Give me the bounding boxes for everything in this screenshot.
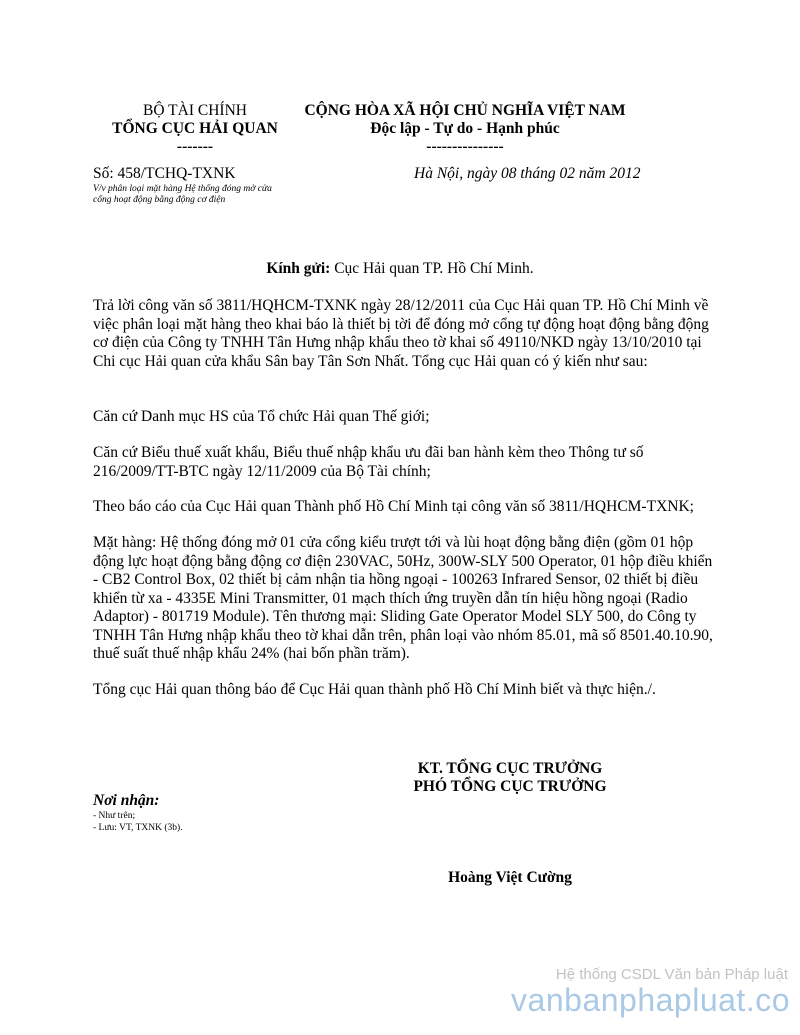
recipients-title: Nơi nhận: (93, 792, 160, 809)
issuing-agency-block (70, 102, 320, 156)
left-separator: ------- (176, 138, 214, 155)
right-separator: --------------- (426, 138, 504, 155)
national-title-block (290, 102, 640, 156)
body-paragraph-6: Tổng cục Hải quan thông báo để Cục Hải quan thành phố Hồ Chí Minh biết và thực hiện./. (93, 681, 656, 698)
department-name: TỔNG CỤC HẢI QUAN (112, 120, 278, 137)
watermark-site: vanbanphapluat.co (511, 982, 790, 1018)
national-motto: Độc lập - Tự do - Hạnh phúc (370, 120, 560, 137)
place-and-date: Hà Nội, ngày 08 tháng 02 năm 2012 (414, 165, 641, 182)
signature-line-2: PHÓ TỔNG CỤC TRƯỞNG (413, 778, 607, 795)
watermark-caption: Hệ thống CSDL Văn bản Pháp luật (555, 966, 788, 983)
signer-name: Hoàng Việt Cường (448, 869, 572, 886)
greeting-recipient: Cục Hải quan TP. Hồ Chí Minh. (330, 260, 534, 277)
greeting-line (0, 260, 800, 278)
ministry-name: BỘ TÀI CHÍNH (143, 102, 247, 119)
recipients-list (93, 811, 183, 834)
recipient-item: - Như trên; (93, 811, 136, 821)
signature-line-1: KT. TỔNG CỤC TRƯỞNG (417, 760, 603, 777)
recipient-item: - Lưu: VT, TXNK (3b). (93, 822, 183, 833)
body-paragraph-5: Mặt hàng: Hệ thống đóng mở 01 cửa cổng kiểu trượt tới và lùi hoạt động bằng điện (gồm 01 hộp động lực hoạt động bằng động cơ điện 230VAC, 50Hz, 300W-SLY 500 Operator, 01 hộp điều khiển - CB2 Control Box, 02 thiết bị cảm nhận tia hồng ngoại - 100263 Infrared Sensor, 02 thiết bị điều khiển từ xa - 4335E Mini Transmitter, 01 mạch thích ứng truyền dẫn tín hiệu hồng ngoại (Radio Adaptor) - 801719 Module). Tên thương mại: Sliding Gate Operator Model SLY 500, do Công ty TNHH Tân Hưng nhập khẩu theo tờ khai dẫn trên, phân loại vào nhóm 85.01, mã số 8501.40.10.90, thuế suất thuế nhập khẩu 24% (hai bốn phần trăm). (93, 534, 713, 662)
signature-title-block (380, 760, 640, 796)
body-paragraph-2: Căn cứ Danh mục HS của Tổ chức Hải quan Thế giới; (93, 408, 430, 425)
body-paragraph-3: Căn cứ Biểu thuế xuất khẩu, Biểu thuế nhập khẩu ưu đãi ban hành kèm theo Thông tư số 216/2009/TT-BTC ngày 12/11/2009 của Bộ Tài chính; (93, 444, 644, 480)
greeting-label: Kính gửi: (266, 260, 331, 277)
body-paragraph-4: Theo báo cáo của Cục Hải quan Thành phố Hồ Chí Minh tại công văn số 3811/HQHCM-TXNK; (93, 498, 694, 515)
body-paragraph-1: Trả lời công văn số 3811/HQHCM-TXNK ngày 28/12/2011 của Cục Hải quan TP. Hồ Chí Minh về việc phân loại mặt hàng theo khai báo là thiết bị tời để đóng mở cổng tự động hoạt động bằng động cơ điện của Công ty TNHH Tân Hưng nhập khẩu theo tờ khai số 49110/NKD ngày 13/10/2010 tại Chi cục Hải quan cửa khẩu Sân bay Tân Sơn Nhất. Tổng cục Hải quan có ý kiến như sau: (93, 297, 709, 370)
document-subject: V/v phân loại mặt hàng Hệ thống đóng mở cửa cổng hoạt động bằng động cơ điện (93, 184, 272, 205)
nation-name: CỘNG HÒA XÃ HỘI CHỦ NGHĨA VIỆT NAM (304, 102, 626, 119)
document-number: Số: 458/TCHQ-TXNK (93, 165, 236, 182)
